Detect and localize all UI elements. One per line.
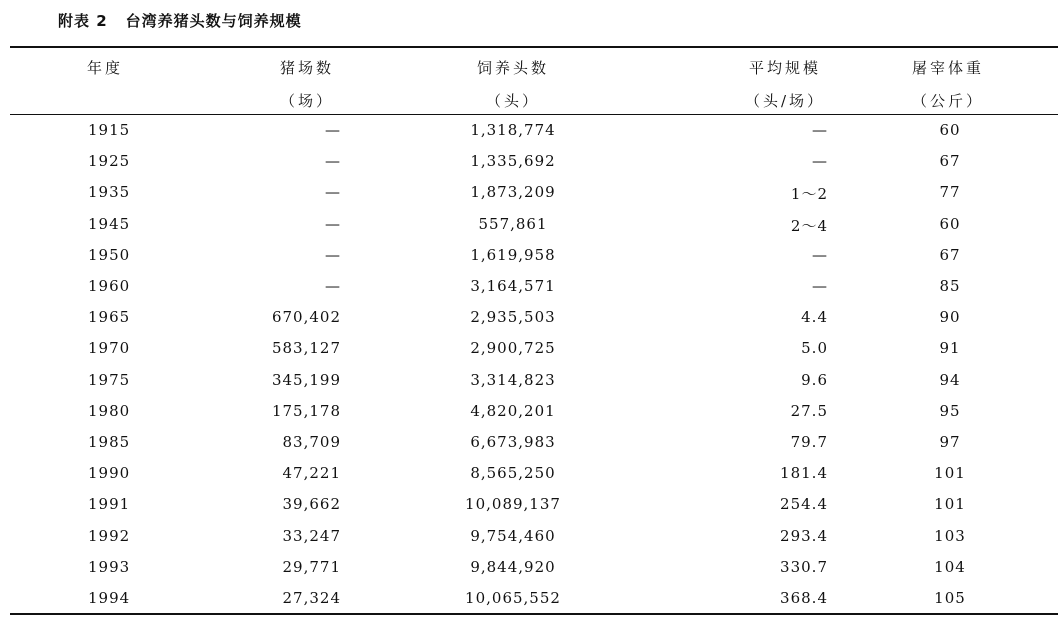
cell-slaughter-weight: 95 (939, 402, 961, 420)
cell-farms: — (325, 152, 341, 170)
cell-farms: 175,178 (271, 402, 341, 420)
cell-farms: — (325, 121, 341, 139)
cell-head-count: 8,565,250 (470, 464, 556, 482)
cell-slaughter-weight: 101 (934, 495, 966, 513)
cell-year: 1960 (88, 277, 131, 295)
cell-slaughter-weight: 77 (939, 183, 961, 201)
header-rule (10, 114, 1058, 115)
cell-year: 1915 (88, 121, 131, 139)
cell-year: 1993 (88, 558, 131, 576)
cell-head-count: 4,820,201 (470, 402, 556, 420)
cell-farms: — (325, 183, 341, 201)
table-title (58, 10, 302, 31)
header-slaughter-weight-unit: （公斤） (911, 92, 985, 110)
cell-head-count: 3,314,823 (470, 371, 556, 389)
cell-farms: 83,709 (282, 433, 341, 451)
cell-average-scale: 330.7 (780, 558, 828, 576)
cell-average-scale: — (812, 121, 828, 139)
cell-farms: 345,199 (271, 371, 341, 389)
cell-head-count: 6,673,983 (470, 433, 556, 451)
header-average-scale-unit: （头/场） (744, 92, 826, 110)
header-slaughter-weight: 屠宰体重 (911, 59, 985, 77)
cell-average-scale: — (812, 246, 828, 264)
cell-slaughter-weight: 90 (939, 308, 961, 326)
cell-head-count: 2,935,503 (470, 308, 556, 326)
cell-head-count: 10,065,552 (465, 589, 561, 607)
cell-average-scale: 181.4 (780, 464, 828, 482)
header-farms-unit: （场） (279, 92, 335, 110)
header-head-count-unit: （头） (485, 92, 541, 110)
cell-head-count: 1,335,692 (470, 152, 556, 170)
cell-slaughter-weight: 103 (934, 527, 966, 545)
cell-slaughter-weight: 105 (934, 589, 966, 607)
cell-farms: 27,324 (282, 589, 341, 607)
header-average-scale: 平均规模 (748, 59, 822, 77)
cell-farms: — (325, 246, 341, 264)
top-rule (10, 46, 1058, 48)
cell-head-count: 9,844,920 (470, 558, 556, 576)
cell-year: 1991 (88, 495, 131, 513)
cell-average-scale: 9.6 (801, 371, 828, 389)
header-year: 年度 (86, 59, 124, 77)
cell-year: 1994 (88, 589, 131, 607)
cell-average-scale: — (812, 152, 828, 170)
cell-farms: 47,221 (282, 464, 341, 482)
cell-year: 1950 (88, 246, 131, 264)
cell-slaughter-weight: 60 (939, 215, 961, 233)
cell-average-scale: 4.4 (801, 308, 828, 326)
cell-average-scale: 293.4 (780, 527, 828, 545)
cell-farms: — (325, 215, 341, 233)
cell-farms: 583,127 (271, 339, 341, 357)
cell-year: 1990 (88, 464, 131, 482)
cell-average-scale: 2～4 (790, 217, 828, 235)
cell-farms: 33,247 (282, 527, 341, 545)
cell-farms: — (325, 277, 341, 295)
cell-average-scale: — (812, 277, 828, 295)
cell-farms: 29,771 (282, 558, 341, 576)
cell-head-count: 1,873,209 (470, 183, 556, 201)
cell-head-count: 2,900,725 (470, 339, 556, 357)
cell-year: 1965 (88, 308, 131, 326)
cell-head-count: 557,861 (478, 215, 548, 233)
cell-year: 1945 (88, 215, 131, 233)
cell-slaughter-weight: 60 (939, 121, 961, 139)
cell-farms: 670,402 (271, 308, 341, 326)
cell-slaughter-weight: 67 (939, 246, 961, 264)
header-head-count: 饲养头数 (476, 59, 550, 77)
bottom-rule (10, 613, 1058, 615)
cell-slaughter-weight: 101 (934, 464, 966, 482)
cell-year: 1970 (88, 339, 131, 357)
cell-head-count: 10,089,137 (465, 495, 561, 513)
cell-year: 1935 (88, 183, 131, 201)
cell-slaughter-weight: 97 (939, 433, 961, 451)
cell-slaughter-weight: 85 (939, 277, 961, 295)
cell-slaughter-weight: 67 (939, 152, 961, 170)
cell-head-count: 1,318,774 (470, 121, 556, 139)
table-caption: 台湾养猪头数与饲养规模 (125, 12, 302, 30)
cell-average-scale: 27.5 (790, 402, 828, 420)
cell-head-count: 9,754,460 (470, 527, 556, 545)
cell-head-count: 3,164,571 (470, 277, 556, 295)
table-number: 附表 2 (58, 12, 108, 30)
cell-average-scale: 254.4 (780, 495, 828, 513)
cell-head-count: 1,619,958 (470, 246, 556, 264)
cell-average-scale: 1～2 (790, 185, 828, 203)
cell-slaughter-weight: 104 (934, 558, 966, 576)
cell-farms: 39,662 (282, 495, 341, 513)
cell-slaughter-weight: 94 (939, 371, 961, 389)
cell-average-scale: 5.0 (801, 339, 828, 357)
header-farms: 猪场数 (279, 59, 335, 77)
cell-year: 1985 (88, 433, 131, 451)
cell-year: 1980 (88, 402, 131, 420)
cell-year: 1992 (88, 527, 131, 545)
cell-year: 1925 (88, 152, 131, 170)
cell-average-scale: 79.7 (790, 433, 828, 451)
cell-slaughter-weight: 91 (939, 339, 961, 357)
cell-year: 1975 (88, 371, 131, 389)
cell-average-scale: 368.4 (780, 589, 828, 607)
